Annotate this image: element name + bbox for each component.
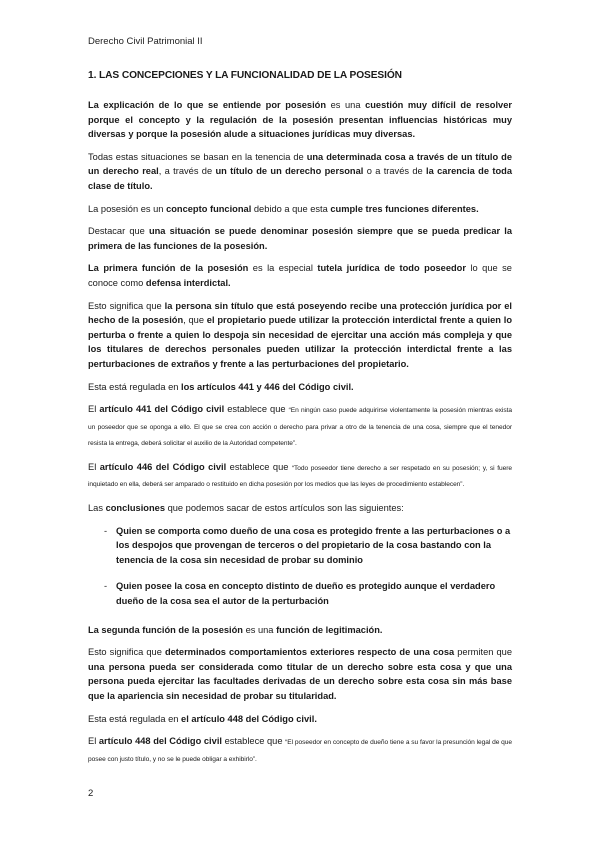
quote-article-446: “Todo poseedor tiene derecho a ser respetado en su posesión; y, si fuere inquietado en ella, deberá ser amparado o restituido en dicha posesión por los medios que las leyes de procedimiento establecen”.	[88, 464, 512, 489]
paragraph-6: Esto significa que la persona sin título que está poseyendo recibe una protección jurídica por el hecho de la posesión, que el propietario puede utilizar la protección interdictal frente a quien lo perturba o frente a quien lo despoja sin necesidad de ejercitar una acción más compleja y que los titulares de derechos personales pueden utilizar la protección interdictal frente a las perturbaciones de extraños y frente a las perturbaciones del propietario.	[88, 300, 513, 369]
running-header: Derecho Civil Patrimonial II	[88, 36, 203, 47]
paragraph-2: Todas estas situaciones se basan en la tenencia de una determinada cosa a través de un título de un derecho real, a través de un título de un derecho personal o a través de la carencia de toda clase de título.	[88, 151, 512, 191]
paragraph-10: Las conclusiones que podemos sacar de estos artículos son las siguientes:	[88, 503, 404, 514]
paragraph-9: El artículo 446 del Código civil establece que “Todo poseedor tiene derecho a ser respetado en su posesión; y, si fuere inquietado en ella, deberá ser amparado o restituido en dicha posesión por los medios que las leyes de procedimiento establecen”.	[88, 461, 512, 489]
list-item: - Quien posee la cosa en concepto distinto de dueño es protegido aunque el verdadero dueño de la cosa sea el autor de la perturbación	[104, 581, 496, 607]
paragraph-11: La segunda función de la posesión es una función de legitimación.	[88, 624, 383, 635]
paragraph-14: El artículo 448 del Código civil establece que “El poseedor en concepto de dueño tiene a su favor la presunción legal de que posee con justo título, y no se le puede obligar a exhibirlo”.	[88, 736, 512, 763]
quote-article-448: “El poseedor en concepto de dueño tiene a su favor la presunción legal de que posee con justo título, y no se le puede obligar a exhibirlo”.	[88, 739, 512, 763]
paragraph-13: Esta está regulada en el artículo 448 del Código civil.	[88, 713, 317, 724]
paragraph-3: La posesión es un concepto funcional debido a que esta cumple tres funciones diferentes.	[88, 203, 479, 214]
paragraph-12: Esto significa que determinados comportamientos exteriores respecto de una cosa permiten que una persona pueda ser considerada como titular de un derecho sobre esta cosa y que una persona pueda ejercitar las facultades derivadas de un derecho sobre esta cosa sin más base que la apariencia sin necesidad de probar su titularidad.	[88, 647, 513, 701]
conclusions-list	[88, 524, 512, 609]
quote-article-441: “En ningún caso puede adquirirse violentamente la posesión mientras exista un poseedor que se oponga a ello. El que se crea con acción o derecho para privar a otro de la tenencia de una cosa, siempre que el tenedor resista la entrega, deberá solicitar el auxilio de la Autoridad competente”.	[88, 407, 512, 448]
paragraph-5: La primera función de la posesión es la especial tutela jurídica de todo poseedor lo que se conoce como defensa interdictal.	[88, 263, 512, 288]
list-item: - Quien se comporta como dueño de una cosa es protegido frente a las perturbaciones o a los despojos que provengan de terceros o del propietario de la cosa bastando con la tenencia de la cosa sin necesidad de probar su dominio	[104, 525, 511, 565]
section-title: 1. LAS CONCEPCIONES Y LA FUNCIONALIDAD DE LA POSESIÓN	[88, 70, 402, 81]
document-body	[88, 70, 512, 775]
paragraph-4: Destacar que una situación se puede denominar posesión siempre que se pueda predicar la primera de las funciones de la posesión.	[88, 226, 512, 251]
paragraph-7: Esta está regulada en los artículos 441 y 446 del Código civil.	[88, 381, 354, 392]
page-number: 2	[88, 788, 94, 799]
paragraph-1: La explicación de lo que se entiende por posesión es una cuestión muy difícil de resolver porque el concepto y la regulación de la posesión presentan influencias históricas muy diversas y porque la posesión alude a situaciones jurídicas muy diversas.	[88, 100, 512, 140]
paragraph-8: El artículo 441 del Código civil establece que “En ningún caso puede adquirirse violentamente la posesión mientras exista un poseedor que se oponga a ello. El que se crea con acción o derecho para privar a otro de la tenencia de una cosa, siempre que el tenedor resista la entrega, deberá solicitar el auxilio de la Autoridad competente”.	[88, 404, 512, 448]
